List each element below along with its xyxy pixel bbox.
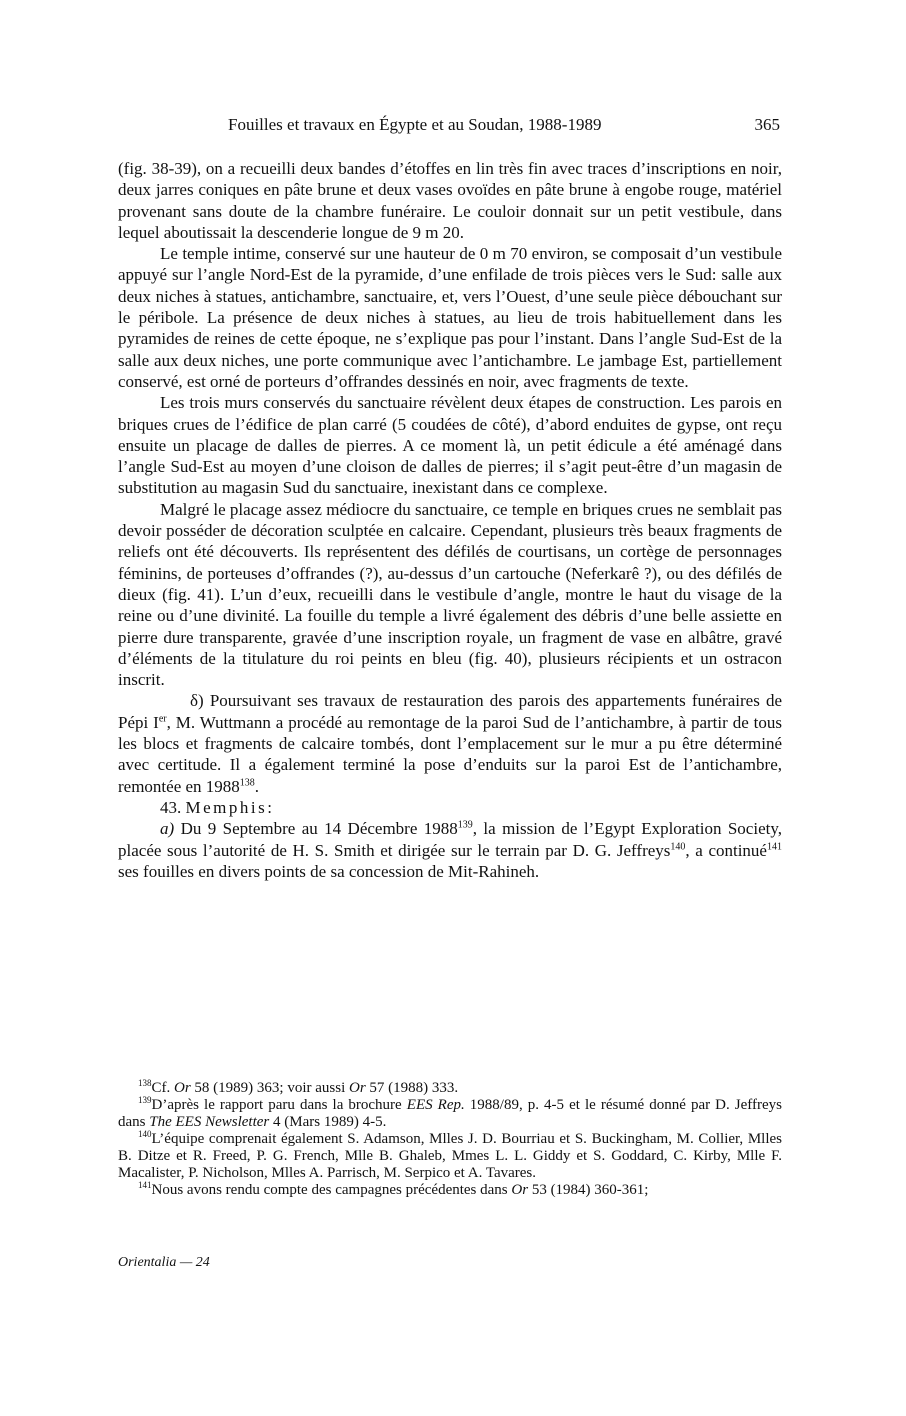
footnote-141 [118, 1182, 782, 1199]
footnote-ref-140: 140 [670, 840, 686, 852]
paragraph-2: Le temple intime, conservé sur une hauteur de 0 m 70 environ, se composait d’un vestibule appuyé sur l’angle Nord-Est de la pyramide, d’une enfilade de trois pièces vers le Sud: salle aux deux niches à statues, antichambre, sanctuaire, et, vers l’Ouest, d’une seule pièce débouchant sur le péribole. La présence de deux niches à statues, au lieu de trois habituellement dans les pyramides de reines de cette époque, ne s’explique pas pour l’instant. Dans l’angle Sud-Est de la salle aux deux niches, une porte communique avec l’antichambre. Le jambage Est, partiellement conservé, est orné de porteurs d’offrandes dessinés en noir, avec fragments de texte. [118, 244, 782, 391]
paragraph-6-part-2: , la mission de l’Egypt Exploration Society, placée sous l’autorité de H. S. Smith et dirigée sur le terrain par D. G. Jeffreys [118, 819, 782, 860]
paragraph-6-part-1: Du 9 Septembre au 14 Décembre 1988 [174, 819, 458, 839]
journal-name: Orientalia [118, 1255, 177, 1270]
paragraph-5-end: . [254, 776, 260, 796]
footnote-italic: Or [174, 1080, 191, 1096]
footnote-text: L’équipe comprenait également S. Adamson, Mlles J. D. Bourriau et S. Buckingham, M. Collier, Mlles B. Ditze et R. Freed, P. G. French, Mlle B. Ghaleb, Mmes L. L. Giddy et S. Goddard, C. Kirby, Mlle F. Macalister, P. Nicholson, Mlles A. Parrisch, M. Serpico et A. Tavares. [118, 1131, 782, 1181]
footnotes [118, 1080, 782, 1199]
section-place: Memphis: [185, 797, 275, 817]
paragraph-3: Les trois murs conservés du sanctuaire révèlent deux étapes de construction. Les parois en briques crues de l’édifice de plan carré (5 coudées de côté), d’abord enduites de gypse, ont reçu ensuite un placage de dalles de pierres. A ce moment là, un petit édicule a été aménagé dans l’angle Sud-Est au moyen d’une cloison de dalles de pierres; il s’agit peut-être d’un magasin de substitution au magasin Sud du sanctuaire, inexistant dans ce complexe. [118, 393, 782, 498]
footnote-text: Cf. [151, 1080, 174, 1096]
section-heading [118, 797, 782, 818]
footnote-italic: Or [349, 1080, 366, 1096]
paragraph-5-text: δ) Poursuivant ses travaux de restauration des parois des appartements funéraires de Pépi Ier, M. Wuttmann a procédé au remontage de la paroi Sud de l’antichambre, à partir de tous les blocs et fragments de calcaire tombés, dont l’emplacement sur le mur a pu être déterminé avec certitude. Il a également terminé la pose d’enduits sur la paroi Est de l’antichambre, remontée en 1988 [118, 691, 782, 796]
paragraph-6-part-4: ses fouilles en divers points de sa concession de Mit-Rahineh. [118, 861, 540, 881]
footnote-text: 4 (Mars 1989) 4-5. [269, 1114, 387, 1130]
footnote-text: 53 (1984) 360-361; [528, 1182, 649, 1198]
paragraph-4: Malgré le placage assez médiocre du sanctuaire, ce temple en briques crues ne semblait pas devoir posséder de décoration sculptée en calcaire. Cependant, plusieurs très beaux fragments de reliefs ont été découverts. Ils représentent des défilés de courtisans, un cortège de personnages féminins, de porteuses d’offrandes (?), au-dessus d’un cartouche (Neferkarê ?), ou des défilés de dieux (fig. 41). L’un d’eux, recueilli dans le vestibule d’angle, montre le haut du visage de la reine ou d’une divinité. La fouille du temple a livré également des débris d’une belle assiette en pierre dure transparente, gravée d’une inscription royale, un fragment de vase en albâtre, gravé d’éléments de la titulature du roi peints en bleu (fig. 40), plusieurs récipients et un ostracon inscrit. [118, 499, 782, 690]
footnote-number: 138 [138, 1078, 152, 1088]
main-text [118, 158, 782, 882]
footnote-text: D’après le rapport paru dans la brochure [151, 1097, 407, 1113]
footnote-number: 139 [138, 1095, 152, 1105]
footnote-number: 140 [138, 1129, 152, 1139]
footnote-140 [118, 1131, 782, 1182]
section-number: 43. [160, 797, 182, 817]
paragraph-5 [118, 690, 782, 796]
page-number: 365 [754, 115, 780, 134]
paragraph-6-part-3: , a continué [685, 840, 767, 860]
footnote-ref-138: 138 [239, 776, 255, 788]
sheet-number: — 24 [176, 1255, 210, 1270]
footnote-139 [118, 1097, 782, 1131]
footnote-italic: The EES Newsletter [149, 1114, 270, 1130]
footnote-ref-139: 139 [457, 819, 473, 831]
paragraph-1: (fig. 38-39), on a recueilli deux bandes d’étoffes en lin très fin avec traces d’inscriptions en noir, deux jarres coniques en pâte brune et deux vases ovoïdes en pâte brune à engobe rouge, matériel provenant sans doute de la chambre funéraire. Le couloir donnait sur un petit vestibule, dans lequel aboutissait la descenderie longue de 9 m 20. [118, 159, 782, 242]
footnote-text: 1988/89, p. 4-5 et le résumé donné par D. Jeffreys dans [118, 1097, 782, 1130]
running-title: Fouilles et travaux en Égypte et au Soudan, 1988-1989 [228, 115, 602, 134]
paragraph-6 [118, 818, 782, 882]
list-marker: a) [160, 819, 175, 839]
footnote-text: Nous avons rendu compte des campagnes précédentes dans [151, 1182, 512, 1198]
footnote-italic: Or [511, 1182, 529, 1198]
footnote-138 [118, 1080, 782, 1097]
footnote-text: 57 (1988) 333. [365, 1080, 459, 1096]
footnote-number: 141 [138, 1180, 152, 1190]
footnote-text: 58 (1989) 363; voir aussi [190, 1080, 349, 1096]
signature-mark [118, 1255, 210, 1271]
footnote-italic: EES Rep. [406, 1097, 465, 1113]
footnote-ref-141: 141 [766, 840, 782, 852]
